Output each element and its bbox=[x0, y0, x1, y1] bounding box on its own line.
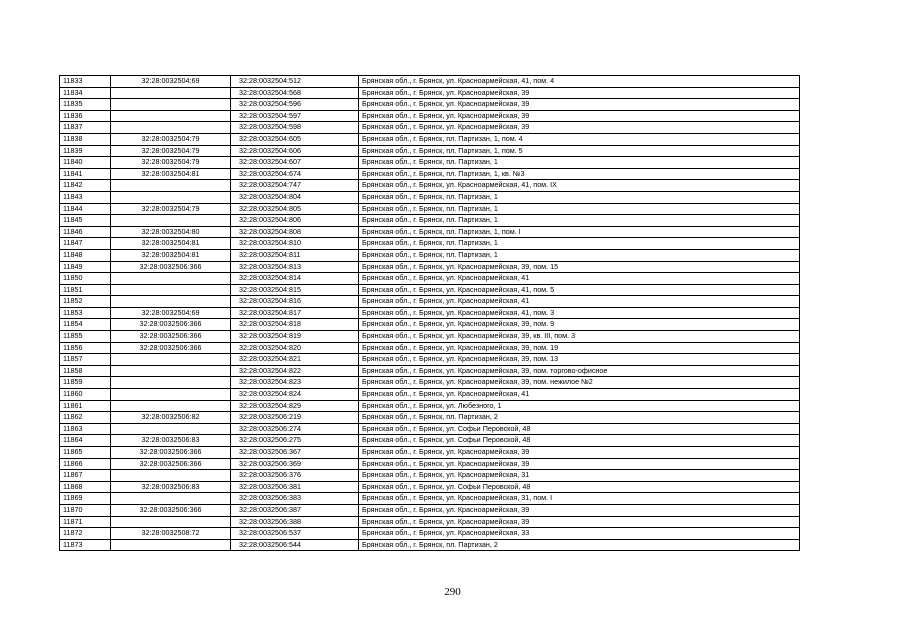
address-cell: Брянская обл., г. Брянск, ул. Красноармейская, 41, пом. 5 bbox=[359, 284, 800, 296]
table-row bbox=[60, 249, 800, 261]
address-cell: Брянская обл., г. Брянск, ул. Красноармейская, 39, пом. 9 bbox=[359, 319, 800, 331]
parent-cadastral-number-cell bbox=[111, 400, 231, 412]
parent-cadastral-number-cell: 32:28:0032506:366 bbox=[111, 331, 231, 343]
address-cell: Брянская обл., г. Брянск, пл. Партизан, 2 bbox=[359, 539, 800, 551]
address-cell: Брянская обл., г. Брянск, ул. Красноармейская, 39, пом. нежилое №2 bbox=[359, 377, 800, 389]
page-number: 290 bbox=[444, 586, 461, 598]
address-cell: Брянская обл., г. Брянск, ул. Красноармейская, 41, пом. 4 bbox=[359, 76, 800, 88]
parent-cadastral-number-cell bbox=[111, 99, 231, 111]
parent-cadastral-number-cell: 32:28:0032506:83 bbox=[111, 481, 231, 493]
cadastral-number-cell: 32:28:0032506:381 bbox=[231, 481, 359, 493]
cadastral-number-cell: 32:28:0032504:824 bbox=[231, 389, 359, 401]
cadastral-number-cell: 32:28:0032504:821 bbox=[231, 354, 359, 366]
cadastral-number-cell: 32:28:0032504:808 bbox=[231, 226, 359, 238]
address-cell: Брянская обл., г. Брянск, ул. Красноармейская, 39 bbox=[359, 516, 800, 528]
address-cell: Брянская обл., г. Брянск, ул. Красноармейская, 41 bbox=[359, 389, 800, 401]
address-cell: Брянская обл., г. Брянск, ул. Красноармейская, 39, пом. торгово-офисное bbox=[359, 365, 800, 377]
address-cell: Брянская обл., г. Брянск, ул. Красноармейская, 39 bbox=[359, 122, 800, 134]
table-row bbox=[60, 296, 800, 308]
parent-cadastral-number-cell bbox=[111, 365, 231, 377]
row-number-cell: 11849 bbox=[60, 261, 111, 273]
address-cell: Брянская обл., г. Брянск, ул. Красноармейская, 39, пом. 19 bbox=[359, 342, 800, 354]
table-row bbox=[60, 435, 800, 447]
cadastral-number-cell: 32:28:0032504:598 bbox=[231, 122, 359, 134]
address-cell: Брянская обл., г. Брянск, ул. Красноармейская, 39 bbox=[359, 447, 800, 459]
parent-cadastral-number-cell: 32:28:0032504:69 bbox=[111, 76, 231, 88]
parent-cadastral-number-cell: 32:28:0032504:79 bbox=[111, 133, 231, 145]
address-cell: Брянская обл., г. Брянск, ул. Красноармейская, 41 bbox=[359, 273, 800, 285]
cadastral-number-cell: 32:28:0032506:544 bbox=[231, 539, 359, 551]
cadastral-number-cell: 32:28:0032506:376 bbox=[231, 470, 359, 482]
row-number-cell: 11864 bbox=[60, 435, 111, 447]
row-number-cell: 11855 bbox=[60, 331, 111, 343]
row-number-cell: 11845 bbox=[60, 215, 111, 227]
table-row bbox=[60, 99, 800, 111]
address-cell: Брянская обл., г. Брянск, ул. Красноармейская, 39 bbox=[359, 458, 800, 470]
address-cell: Брянская обл., г. Брянск, ул. Красноармейская, 39, пом. 13 bbox=[359, 354, 800, 366]
table-row bbox=[60, 273, 800, 285]
table-row bbox=[60, 261, 800, 273]
table-row bbox=[60, 145, 800, 157]
address-cell: Брянская обл., г. Брянск, ул. Красноармейская, 41 bbox=[359, 296, 800, 308]
cadastral-number-cell: 32:28:0032506:369 bbox=[231, 458, 359, 470]
parent-cadastral-number-cell bbox=[111, 539, 231, 551]
row-number-cell: 11840 bbox=[60, 157, 111, 169]
address-cell: Брянская обл., г. Брянск, пл. Партизан, 1 bbox=[359, 238, 800, 250]
row-number-cell: 11870 bbox=[60, 504, 111, 516]
table-row bbox=[60, 447, 800, 459]
cadastral-number-cell: 32:28:0032506:388 bbox=[231, 516, 359, 528]
parent-cadastral-number-cell: 32:28:0032504:79 bbox=[111, 157, 231, 169]
row-number-cell: 11871 bbox=[60, 516, 111, 528]
parent-cadastral-number-cell: 32:28:0032506:366 bbox=[111, 261, 231, 273]
parent-cadastral-number-cell bbox=[111, 516, 231, 528]
row-number-cell: 11847 bbox=[60, 238, 111, 250]
parent-cadastral-number-cell: 32:28:0032504:79 bbox=[111, 145, 231, 157]
table-row bbox=[60, 203, 800, 215]
cadastral-number-cell: 32:28:0032504:814 bbox=[231, 273, 359, 285]
address-cell: Брянская обл., г. Брянск, пл. Партизан, 1 bbox=[359, 191, 800, 203]
row-number-cell: 11836 bbox=[60, 110, 111, 122]
cadastral-number-cell: 32:28:0032506:275 bbox=[231, 435, 359, 447]
table-row bbox=[60, 122, 800, 134]
row-number-cell: 11846 bbox=[60, 226, 111, 238]
row-number-cell: 11841 bbox=[60, 168, 111, 180]
address-cell: Брянская обл., г. Брянск, ул. Красноармейская, 39 bbox=[359, 504, 800, 516]
address-cell: Брянская обл., г. Брянск, ул. Красноармейская, 39 bbox=[359, 87, 800, 99]
address-cell: Брянская обл., г. Брянск, ул. Красноармейская, 39 bbox=[359, 99, 800, 111]
row-number-cell: 11861 bbox=[60, 400, 111, 412]
table-row bbox=[60, 354, 800, 366]
table-row bbox=[60, 400, 800, 412]
table-row bbox=[60, 168, 800, 180]
row-number-cell: 11863 bbox=[60, 423, 111, 435]
parent-cadastral-number-cell: 32:28:0032506:366 bbox=[111, 447, 231, 459]
parent-cadastral-number-cell bbox=[111, 87, 231, 99]
parent-cadastral-number-cell bbox=[111, 110, 231, 122]
parent-cadastral-number-cell: 32:28:0032504:80 bbox=[111, 226, 231, 238]
row-number-cell: 11850 bbox=[60, 273, 111, 285]
table-row bbox=[60, 493, 800, 505]
parent-cadastral-number-cell bbox=[111, 273, 231, 285]
parent-cadastral-number-cell: 32:28:0032508:72 bbox=[111, 528, 231, 540]
address-cell: Брянская обл., г. Брянск, пл. Партизан, 1, пом. 5 bbox=[359, 145, 800, 157]
parent-cadastral-number-cell: 32:28:0032506:82 bbox=[111, 412, 231, 424]
address-cell: Брянская обл., г. Брянск, ул. Красноармейская, 41, пом. 3 bbox=[359, 307, 800, 319]
address-cell: Брянская обл., г. Брянск, пл. Партизан, 1, пом. 4 bbox=[359, 133, 800, 145]
table-row bbox=[60, 238, 800, 250]
cadastral-number-cell: 32:28:0032504:810 bbox=[231, 238, 359, 250]
row-number-cell: 11862 bbox=[60, 412, 111, 424]
cadastral-number-cell: 32:28:0032504:805 bbox=[231, 203, 359, 215]
parent-cadastral-number-cell bbox=[111, 215, 231, 227]
row-number-cell: 11852 bbox=[60, 296, 111, 308]
cadastral-number-cell: 32:28:0032504:823 bbox=[231, 377, 359, 389]
row-number-cell: 11854 bbox=[60, 319, 111, 331]
address-cell: Брянская обл., г. Брянск, ул. Любезного, 1 bbox=[359, 400, 800, 412]
row-number-cell: 11851 bbox=[60, 284, 111, 296]
table-row bbox=[60, 319, 800, 331]
cadastral-number-cell: 32:28:0032506:274 bbox=[231, 423, 359, 435]
row-number-cell: 11867 bbox=[60, 470, 111, 482]
parent-cadastral-number-cell bbox=[111, 377, 231, 389]
parent-cadastral-number-cell: 32:28:0032504:79 bbox=[111, 203, 231, 215]
table-row bbox=[60, 516, 800, 528]
cadastral-number-cell: 32:28:0032504:568 bbox=[231, 87, 359, 99]
table-row bbox=[60, 365, 800, 377]
cadastral-number-cell: 32:28:0032504:822 bbox=[231, 365, 359, 377]
parent-cadastral-number-cell bbox=[111, 423, 231, 435]
parent-cadastral-number-cell bbox=[111, 354, 231, 366]
cadastral-number-cell: 32:28:0032504:829 bbox=[231, 400, 359, 412]
address-cell: Брянская обл., г. Брянск, ул. Красноармейская, 39 bbox=[359, 110, 800, 122]
parent-cadastral-number-cell: 32:28:0032506:366 bbox=[111, 342, 231, 354]
cadastral-number-cell: 32:28:0032504:819 bbox=[231, 331, 359, 343]
row-number-cell: 11860 bbox=[60, 389, 111, 401]
address-cell: Брянская обл., г. Брянск, пл. Партизан, 1 bbox=[359, 249, 800, 261]
address-cell: Брянская обл., г. Брянск, ул. Красноармейская, 33 bbox=[359, 528, 800, 540]
table-row bbox=[60, 423, 800, 435]
cadastral-number-cell: 32:28:0032504:606 bbox=[231, 145, 359, 157]
table-body bbox=[60, 76, 800, 551]
parent-cadastral-number-cell bbox=[111, 493, 231, 505]
table-row bbox=[60, 180, 800, 192]
address-cell: Брянская обл., г. Брянск, ул. Красноармейская, 41, пом. IX bbox=[359, 180, 800, 192]
cadastral-number-cell: 32:28:0032504:818 bbox=[231, 319, 359, 331]
address-cell: Брянская обл., г. Брянск, пл. Партизан, 2 bbox=[359, 412, 800, 424]
parent-cadastral-number-cell: 32:28:0032506:83 bbox=[111, 435, 231, 447]
cadastral-number-cell: 32:28:0032504:816 bbox=[231, 296, 359, 308]
table-row bbox=[60, 331, 800, 343]
cadastral-number-cell: 32:28:0032504:813 bbox=[231, 261, 359, 273]
parent-cadastral-number-cell bbox=[111, 389, 231, 401]
row-number-cell: 11835 bbox=[60, 99, 111, 111]
table-row bbox=[60, 342, 800, 354]
table-row bbox=[60, 504, 800, 516]
row-number-cell: 11834 bbox=[60, 87, 111, 99]
table-row bbox=[60, 470, 800, 482]
table-row bbox=[60, 307, 800, 319]
row-number-cell: 11833 bbox=[60, 76, 111, 88]
row-number-cell: 11842 bbox=[60, 180, 111, 192]
address-cell: Брянская обл., г. Брянск, пл. Партизан, 1 bbox=[359, 203, 800, 215]
cadastral-number-cell: 32:28:0032506:383 bbox=[231, 493, 359, 505]
address-cell: Брянская обл., г. Брянск, пл. Партизан, 1, пом. I bbox=[359, 226, 800, 238]
address-cell: Брянская обл., г. Брянск, ул. Красноармейская, 31, пом. I bbox=[359, 493, 800, 505]
table-row bbox=[60, 528, 800, 540]
address-cell: Брянская обл., г. Брянск, ул. Красноармейская, 39, пом. 15 bbox=[359, 261, 800, 273]
address-cell: Брянская обл., г. Брянск, пл. Партизан, 1 bbox=[359, 157, 800, 169]
cadastral-number-cell: 32:28:0032504:817 bbox=[231, 307, 359, 319]
row-number-cell: 11857 bbox=[60, 354, 111, 366]
table-row bbox=[60, 87, 800, 99]
table-row bbox=[60, 481, 800, 493]
row-number-cell: 11872 bbox=[60, 528, 111, 540]
cadastral-number-cell: 32:28:0032504:820 bbox=[231, 342, 359, 354]
table-row bbox=[60, 191, 800, 203]
table-row bbox=[60, 458, 800, 470]
row-number-cell: 11868 bbox=[60, 481, 111, 493]
row-number-cell: 11858 bbox=[60, 365, 111, 377]
parent-cadastral-number-cell: 32:28:0032504:81 bbox=[111, 168, 231, 180]
table-row bbox=[60, 133, 800, 145]
parent-cadastral-number-cell: 32:28:0032504:69 bbox=[111, 307, 231, 319]
table-row bbox=[60, 284, 800, 296]
cadastral-number-cell: 32:28:0032504:674 bbox=[231, 168, 359, 180]
address-cell: Брянская обл., г. Брянск, ул. Красноармейская, 39, кв. III, пом. 3 bbox=[359, 331, 800, 343]
parent-cadastral-number-cell bbox=[111, 122, 231, 134]
table-row bbox=[60, 226, 800, 238]
table-row bbox=[60, 377, 800, 389]
table-row bbox=[60, 76, 800, 88]
cadastral-registry-table bbox=[59, 75, 800, 551]
table-row bbox=[60, 389, 800, 401]
cadastral-number-cell: 32:28:0032506:219 bbox=[231, 412, 359, 424]
parent-cadastral-number-cell: 32:28:0032506:366 bbox=[111, 504, 231, 516]
parent-cadastral-number-cell bbox=[111, 180, 231, 192]
cadastral-number-cell: 32:28:0032504:811 bbox=[231, 249, 359, 261]
cadastral-number-cell: 32:28:0032504:605 bbox=[231, 133, 359, 145]
table-row bbox=[60, 157, 800, 169]
parent-cadastral-number-cell: 32:28:0032506:366 bbox=[111, 319, 231, 331]
row-number-cell: 11873 bbox=[60, 539, 111, 551]
table-row bbox=[60, 110, 800, 122]
address-cell: Брянская обл., г. Брянск, пл. Партизан, 1 bbox=[359, 215, 800, 227]
cadastral-number-cell: 32:28:0032506:537 bbox=[231, 528, 359, 540]
row-number-cell: 11853 bbox=[60, 307, 111, 319]
parent-cadastral-number-cell: 32:28:0032504:81 bbox=[111, 238, 231, 250]
address-cell: Брянская обл., г. Брянск, пл. Партизан, 1, кв. №3 bbox=[359, 168, 800, 180]
row-number-cell: 11869 bbox=[60, 493, 111, 505]
row-number-cell: 11837 bbox=[60, 122, 111, 134]
parent-cadastral-number-cell bbox=[111, 470, 231, 482]
cadastral-number-cell: 32:28:0032504:596 bbox=[231, 99, 359, 111]
parent-cadastral-number-cell bbox=[111, 191, 231, 203]
cadastral-number-cell: 32:28:0032504:815 bbox=[231, 284, 359, 296]
cadastral-number-cell: 32:28:0032506:387 bbox=[231, 504, 359, 516]
row-number-cell: 11843 bbox=[60, 191, 111, 203]
cadastral-number-cell: 32:28:0032504:747 bbox=[231, 180, 359, 192]
row-number-cell: 11856 bbox=[60, 342, 111, 354]
table-row bbox=[60, 412, 800, 424]
address-cell: Брянская обл., г. Брянск, ул. Красноармейская, 31 bbox=[359, 470, 800, 482]
cadastral-number-cell: 32:28:0032504:512 bbox=[231, 76, 359, 88]
row-number-cell: 11848 bbox=[60, 249, 111, 261]
parent-cadastral-number-cell bbox=[111, 296, 231, 308]
row-number-cell: 11839 bbox=[60, 145, 111, 157]
address-cell: Брянская обл., г. Брянск, ул. Софьи Перовской, 48 bbox=[359, 481, 800, 493]
row-number-cell: 11859 bbox=[60, 377, 111, 389]
cadastral-number-cell: 32:28:0032504:804 bbox=[231, 191, 359, 203]
cadastral-number-cell: 32:28:0032506:367 bbox=[231, 447, 359, 459]
cadastral-number-cell: 32:28:0032504:806 bbox=[231, 215, 359, 227]
parent-cadastral-number-cell bbox=[111, 284, 231, 296]
row-number-cell: 11838 bbox=[60, 133, 111, 145]
row-number-cell: 11865 bbox=[60, 447, 111, 459]
address-cell: Брянская обл., г. Брянск, ул. Софьи Перовской, 48 bbox=[359, 435, 800, 447]
table-row bbox=[60, 215, 800, 227]
cadastral-number-cell: 32:28:0032504:597 bbox=[231, 110, 359, 122]
parent-cadastral-number-cell: 32:28:0032506:366 bbox=[111, 458, 231, 470]
table-row bbox=[60, 539, 800, 551]
row-number-cell: 11844 bbox=[60, 203, 111, 215]
address-cell: Брянская обл., г. Брянск, ул. Софьи Перовской, 48 bbox=[359, 423, 800, 435]
parent-cadastral-number-cell: 32:28:0032504:81 bbox=[111, 249, 231, 261]
cadastral-number-cell: 32:28:0032504:607 bbox=[231, 157, 359, 169]
row-number-cell: 11866 bbox=[60, 458, 111, 470]
